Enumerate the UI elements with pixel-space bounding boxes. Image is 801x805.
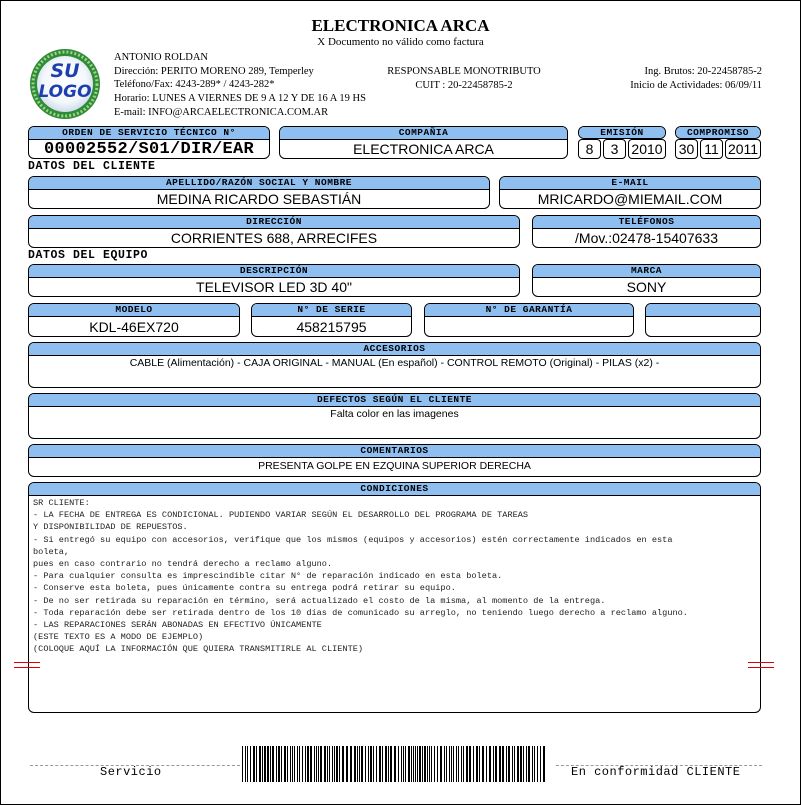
company-hours: Horario: LUNES A VIERNES DE 9 A 12 Y DE 16 A 19 HS [114,93,366,105]
barcode-bar [332,746,333,782]
equipment-model-label: MODELO [29,304,239,317]
equipment-desc-box [28,264,520,297]
barcode-bar [517,746,519,782]
barcode-bar [320,746,322,782]
client-address-label: DIRECCIÓN [29,216,519,229]
barcode-bar [346,746,348,782]
barcode-bar [461,746,462,782]
barcode-bar [307,746,309,782]
commit-year: 2011 [725,139,761,159]
barcode-bar [314,746,315,782]
equipment-model-box [28,303,240,337]
barcode-bar [424,746,426,782]
company-email: E-mail: INFO@ARCAELECTRONICA.COM.AR [114,106,329,118]
equipment-desc-label: DESCRIPCIÓN [29,265,519,278]
barcode-bar [456,746,457,782]
barcode-bar [408,746,410,782]
barcode-bar [354,746,356,782]
barcode-bar [429,746,430,782]
barcode-bar [506,746,507,782]
client-signature-label: En conformidad CLIENTE [571,765,741,779]
barcode-bar [376,746,377,782]
barcode-bar [245,746,246,782]
barcode-bar [385,746,387,782]
barcode-bar [284,746,286,782]
barcode-bar [316,746,317,782]
defects-value: Falta color en las imagenes [330,408,459,420]
barcode-bar [310,746,312,782]
barcode-bar [493,746,494,782]
activity-start: Inicio de Actividades: 06/09/11 [630,79,762,91]
barcode-bar [379,746,381,782]
equipment-warranty-label: N° DE GARANTÍA [425,304,633,317]
barcode-bar [278,746,280,782]
barcode-bar [444,746,445,782]
conditions-label: CONDICIONES [29,483,760,496]
fold-mark-right [748,662,774,668]
client-phones: /Mov.:02478-15407633 [575,230,718,246]
barcode-bar [540,746,541,782]
document-subtitle: X Documento no válido como factura [317,36,484,48]
issue-day: 8 [578,139,601,159]
barcode-bar [342,746,344,782]
barcode-bar [365,746,366,782]
barcode-bar [476,746,478,782]
barcode-bar [453,746,454,782]
barcode-bar [502,746,504,782]
defects-label: DEFECTOS SEGÚN EL CLIENTE [29,394,760,407]
barcode-bar [431,746,432,782]
company-box [279,126,568,159]
barcode-bar [526,746,527,782]
equipment-brand: SONY [626,279,667,295]
barcode-bar [463,746,464,782]
commit-month: 11 [700,139,723,159]
comments-value: PRESENTA GOLPE EN EZQUINA SUPERIOR DERECHA [258,460,531,472]
barcode-bar [528,746,530,782]
barcode-bar [357,746,358,782]
barcode-bar [336,746,338,782]
barcode-bar [250,746,251,782]
barcode-bar [299,746,300,782]
equipment-serial: 458215795 [296,319,367,335]
barcode-bar [373,746,374,782]
client-phones-label: TELÉFONOS [533,216,760,229]
accessories-value: CABLE (Alimentación) - CAJA ORIGINAL - MANUAL (En español) - CONTROL REMOTO (Original) - PILAS (x2) - [129,357,660,369]
issue-label: EMISIÓN [579,127,665,139]
barcode-bar [276,746,277,782]
equipment-desc: TELEVISOR LED 3D 40" [196,279,352,295]
barcode-bar [324,746,326,782]
barcode-bar [415,746,416,782]
barcode-bar [508,746,510,782]
logo-text-top: SU [50,60,80,82]
tax-info [364,65,564,92]
barcode-bar [520,746,522,782]
barcode-bar [329,746,330,782]
issue-month: 3 [603,139,626,159]
company-phone: Teléfono/Fax: 4243-289* / 4243-282* [114,79,275,91]
owner-name: ANTONIO ROLDAN [114,52,209,63]
gross-income: Ing. Brutos: 20-22458785-2 [644,66,762,77]
barcode-bar [466,746,468,782]
tax-info-right [630,65,762,92]
equipment-warranty-box [424,303,634,337]
comments-box [28,444,761,477]
company-label: COMPAÑIA [280,127,567,140]
barcode-bar [388,746,389,782]
fold-mark-left [14,662,40,668]
barcode-bar [305,746,306,782]
client-phones-box [532,215,761,248]
barcode-bar [523,746,524,782]
barcode-bar [411,746,412,782]
barcode-bar [543,746,545,782]
barcode-bar [290,746,291,782]
issue-year: 2010 [628,139,666,159]
order-number-box [28,126,270,159]
tax-status: RESPONSABLE MONOTRIBUTO [387,66,541,77]
barcode-bar [370,746,372,782]
barcode-bar [287,746,288,782]
barcode-bar [446,746,447,782]
company-address: Dirección: PERITO MORENO 289, Temperley [114,65,314,77]
conditions-text: SR CLIENTE: - LA FECHA DE ENTREGA ES CONDICIONAL. PUDIENDO VARIAR SEGÚN EL DESARROLLO DEL PROGRAMA DE TAREAS Y DISPONIBILIDAD DE REPUESTOS. - Si entregó su equipo con accesorios, verifique que los mismos (equipos y accesorios) estén correctamente indicados en esta boleta, pues en caso contrario no tendrá derecho a reclamo alguno. - Para cualquier consulta es imprescindible citar N° de reparación indicado en esta boleta. - Conserve esta boleta, pues únicamente contra su entrega podrá retirar su equipo. - De no ser retirada su reparación en término, será actualizado el costo de la misma, al momento de la entrega. - Toda reparación debe ser retirada dentro de los 10 días de comunicado su arreglo, no teniendo luego derecho a reclamo alguno. - LAS REPARACIONES SERÁN ABONADAS EN EFECTIVO ÚNICAMENTE (ESTE TEXTO ES A MODO DE EJEMPLO) (COLOQUE AQUÍ LA INFORMACIÓN QUE QUIERA TRANSMITIRLE AL CLIENTE) [33,498,688,655]
accessories-label: ACCESORIOS [29,343,760,356]
equipment-serial-label: N° DE SERIE [252,304,411,317]
barcode [240,746,550,782]
barcode-bar [394,746,396,782]
barcode-bar [537,746,538,782]
barcode-bar [256,746,257,782]
barcode-bar [359,746,360,782]
barcode-bar [427,746,428,782]
barcode-bar [398,746,399,782]
barcode-bar [247,746,248,782]
equipment-brand-box [532,264,761,297]
barcode-bar [264,746,266,782]
barcode-bar [440,746,442,782]
defects-box [28,393,761,439]
barcode-bar [270,746,271,782]
company-title: ELECTRONICA ARCA [311,16,490,35]
barcode-bar [294,746,295,782]
equipment-serial-box [251,303,412,337]
logo-text-bottom: LOGO [38,82,92,102]
barcode-bar [297,746,298,782]
barcode-bar [382,746,383,782]
order-number-label: ORDEN DE SERVICIO TÉCNICO N° [29,127,269,140]
comments-label: COMENTARIOS [29,445,760,458]
conditions-box [28,482,761,713]
barcode-bar [292,746,293,782]
client-name: MEDINA RICARDO SEBASTIÁN [156,191,362,207]
barcode-bar [281,746,282,782]
client-address: CORRIENTES 688, ARRECIFES [170,230,378,246]
barcode-bar [272,746,274,782]
barcode-bar [482,746,484,782]
barcode-bar [405,746,406,782]
barcode-bar [413,746,414,782]
barcode-bar [469,746,471,782]
company-value: ELECTRONICA ARCA [353,141,494,157]
barcode-bar [302,746,303,782]
barcode-bar [318,746,319,782]
logo [29,48,101,120]
client-email-label: E-MAIL [500,177,760,190]
commit-date [675,126,761,159]
barcode-bar [401,746,402,782]
barcode-bar [368,746,369,782]
barcode-bar [339,746,340,782]
barcode-bar [419,746,421,782]
barcode-bar [479,746,480,782]
order-number: 00002552/S01/DIR/EAR [43,140,255,159]
barcode-bar [417,746,418,782]
client-section-title: DATOS DEL CLIENTE [28,160,156,173]
barcode-bar [422,746,423,782]
equipment-model: KDL-46EX720 [89,319,179,335]
barcode-bar [350,746,352,782]
equipment-brand-label: MARCA [533,265,760,278]
accessories-box [28,342,761,388]
service-signature-label: Servicio [100,765,162,779]
client-name-label: APELLIDO/RAZÓN SOCIAL Y NOMBRE [29,177,489,190]
client-email: MRICARDO@MIEMAIL.COM [537,191,723,207]
issue-date [578,126,666,159]
barcode-bar [449,746,450,782]
client-email-box [499,176,761,209]
barcode-bar [489,746,491,782]
equipment-extra-box [645,303,761,337]
barcode-bar [403,746,404,782]
client-name-box [28,176,490,209]
barcode-bar [361,746,363,782]
barcode-bar [390,746,392,782]
barcode-bar [514,746,515,782]
barcode-bar [242,746,243,782]
barcode-bar [334,746,335,782]
barcode-bar [437,746,438,782]
barcode-bar [434,746,435,782]
barcode-bar [486,746,487,782]
barcode-bar [512,746,513,782]
barcode-bar [532,746,533,782]
barcode-bar [253,746,255,782]
barcode-bar [267,746,269,782]
client-address-box [28,215,520,248]
barcode-bar [495,746,497,782]
company-info [114,51,366,120]
barcode-bar [262,746,263,782]
cuit: CUIT : 20-22458785-2 [415,79,513,91]
barcode-bar [534,746,535,782]
barcode-bar [499,746,501,782]
barcode-bar [458,746,459,782]
equipment-extra-header [646,304,760,317]
commit-day: 30 [675,139,698,159]
barcode-bar [451,746,452,782]
equipment-section-title: DATOS DEL EQUIPO [28,249,149,262]
commit-label: COMPROMISO [676,127,760,139]
barcode-bar [327,746,328,782]
barcode-bar [259,746,261,782]
barcode-bar [473,746,474,782]
